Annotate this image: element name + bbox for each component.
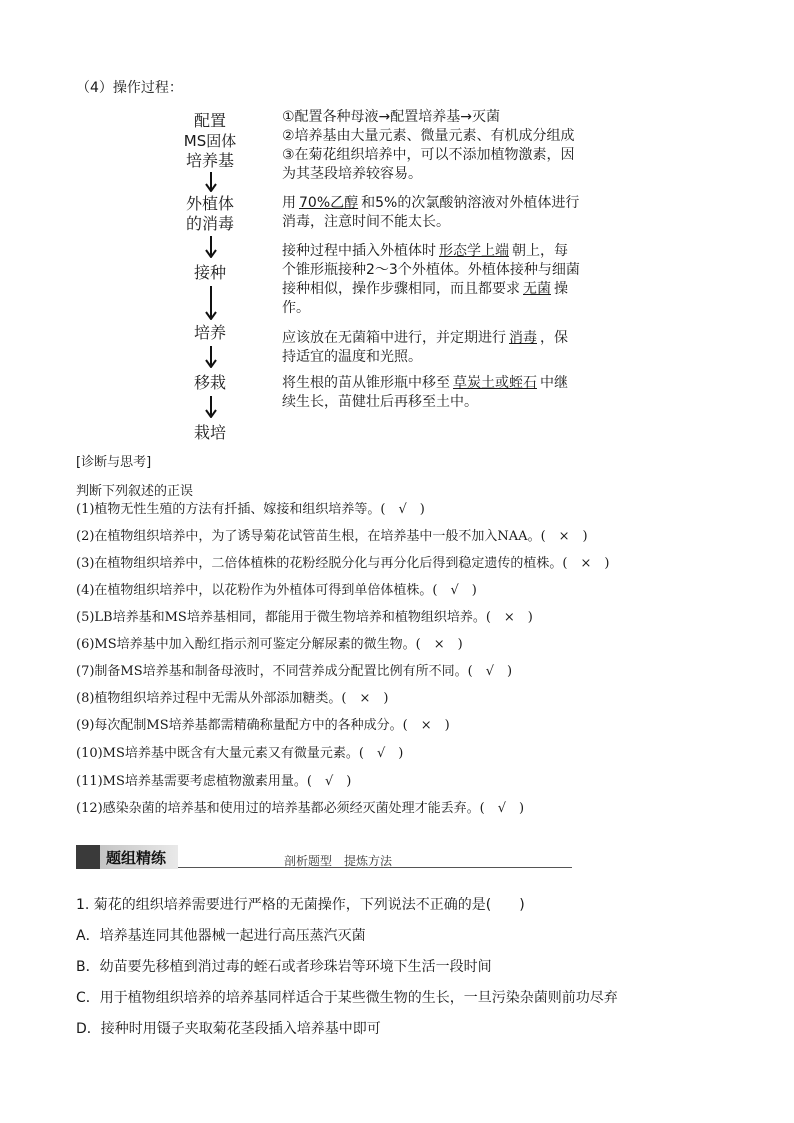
desc-culture: 应该放在无菌箱中进行，并定期进行 消毒 ，保 持适宜的温度和光照。 [282, 330, 568, 365]
flow-step-cultivate: 栽培 [193, 423, 226, 442]
flow-step-explant: 外植体 [185, 194, 234, 213]
section-banner [76, 845, 572, 869]
question-stem: 1. 菊花的组织培养需要进行严格的无菌操作，下列说法不正确的是( ) [76, 897, 525, 913]
down-arrow-icon [203, 236, 219, 258]
judgment-item: (8)植物组织培养过程中无需从外部添加糖类。( × ) [76, 691, 389, 706]
flow-step-disinfect: 的消毒 [185, 214, 234, 233]
flow-step-ms-solid: MS固体 [183, 132, 237, 150]
option-d: D．接种时用镊子夹取菊花茎段插入培养基中即可 [76, 1021, 381, 1037]
judgment-item: (9)每次配制MS培养基都需精确称量配方中的各种成分。( × ) [76, 718, 450, 733]
judgment-item: (12)感染杂菌的培养基和使用过的培养基都必须经灭菌处理才能丢弃。( √ ) [76, 801, 525, 816]
down-arrow-icon [203, 346, 219, 368]
judgment-item: (5)LB培养基和MS培养基相同，都能用于微生物培养和植物组织培养。( × ) [76, 610, 533, 625]
flow-step-medium: 培养基 [185, 151, 234, 170]
judgment-item: (4)在植物组织培养中，以花粉作为外植体可得到单倍体植株。( √ ) [76, 583, 477, 598]
judgment-item: (2)在植物组织培养中，为了诱导菊花试管苗生根，在培养基中一般不加入NAA。( × ) [76, 529, 588, 544]
down-arrow-icon [203, 172, 219, 192]
judgment-item: (10)MS培养基中既含有大量元素又有微量元素。( √ ) [76, 746, 404, 761]
flow-step-config: 配置 [193, 111, 226, 130]
diagnosis-header: [诊断与思考] [76, 455, 152, 470]
desc-transplant: 将生根的苗从锥形瓶中移至 草炭土或蛭石 中继 续生长，苗健壮后再移至土中。 [282, 375, 568, 410]
down-arrow-icon [203, 396, 219, 418]
option-a: A．培养基连同其他器械一起进行高压蒸汽灭菌 [76, 928, 366, 944]
option-b: B．幼苗要先移植到消过毒的蛭石或者珍珠岩等环境下生活一段时间 [76, 959, 492, 975]
banner-title: 题组精练 [106, 849, 167, 867]
judgment-item: (11)MS培养基需要考虑植物激素用量。( √ ) [76, 774, 352, 789]
judgment-item: (7)制备MS培养基和制备母液时，不同营养成分配置比例有所不同。( √ ) [76, 664, 513, 679]
judge-title: 判断下列叙述的正误 [76, 484, 194, 499]
judgment-item: (1)植物无性生殖的方法有扦插、嫁接和组织培养等。( √ ) [76, 502, 425, 517]
desc-inoculate: 接种过程中插入外植体时 形态学上端 朝上，每 个锥形瓶接种2～3个外植体。外植体接种与细菌 接种相似，操作步骤相同，而且都要求 无菌 操 作。 [282, 243, 580, 316]
banner-subtitle: 剖析题型 提炼方法 [284, 854, 393, 868]
judgment-item: (6)MS培养基中加入酚红指示剂可鉴定分解尿素的微生物。( × ) [76, 637, 463, 652]
flow-step-transplant: 移栽 [193, 373, 226, 392]
down-arrow-icon [203, 286, 219, 320]
desc-config: ①配置各种母液→配置培养基→灭菌 ②培养基由大量元素、微量元素、有机成分组成 ③在菊花组织培养中，可以不添加植物激素，因 为其茎段培养较容易。 [282, 109, 575, 182]
desc-disinfect: 用 70%乙醇 和5%的次氯酸钠溶液对外植体进行 消毒，注意时间不能太长。 [282, 195, 580, 230]
judgment-item: (3)在植物组织培养中，二倍体植株的花粉经脱分化与再分化后得到稳定遗传的植株。( × ) [76, 556, 610, 571]
section-title: （4）操作过程： [76, 80, 183, 96]
flow-step-culture: 培养 [193, 323, 226, 342]
flow-step-inoculate: 接种 [193, 263, 226, 282]
banner-square-icon [76, 845, 100, 869]
option-c: C．用于植物组织培养的培养基同样适合于某些微生物的生长，一旦污染杂菌则前功尽弃 [76, 990, 618, 1006]
